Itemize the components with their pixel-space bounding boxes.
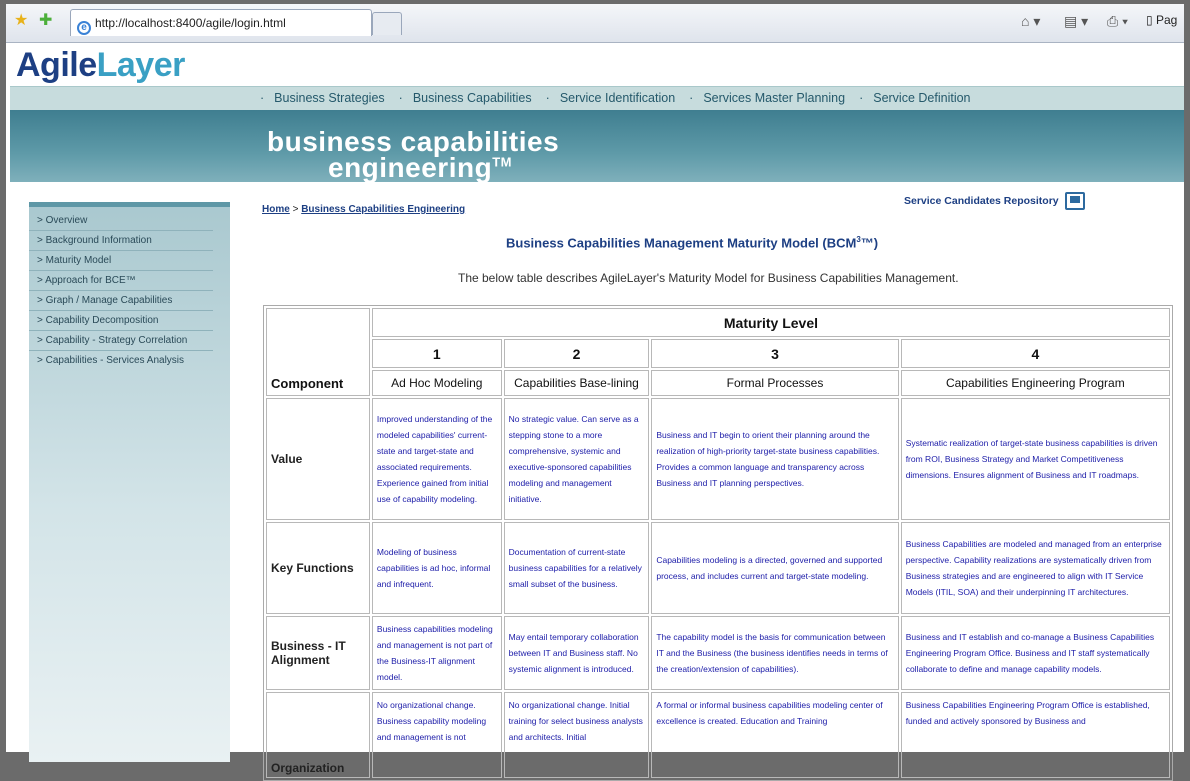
print-icon[interactable]: ⎙ ▾: [1107, 13, 1128, 29]
ie-icon: e: [77, 21, 91, 35]
sidebar-item-decomposition[interactable]: > Capability Decomposition: [29, 311, 213, 331]
table-cell: Business Capabilities are modeled and managed from an enterprise perspective. Capability realizations are systematically driven from Business strategies and are engineered to align with IT Service Models (ITIL, SOA) and their underpinning IT architectures.: [901, 522, 1170, 614]
row-label: Value: [266, 398, 370, 520]
table-cell: Capabilities modeling is a directed, governed and supported process, and includes current and target-state modeling.: [651, 522, 898, 614]
level-name: Formal Processes: [651, 370, 898, 396]
service-candidates-repository-link[interactable]: [904, 192, 1085, 210]
table-cell: Business capabilities modeling and management is not part of the Business-IT alignment model.: [372, 616, 502, 690]
table-cell: Improved understanding of the modeled capabilities' current-state and target-state and associated requirements. Experience gained from initial use of capability modeling.: [372, 398, 502, 520]
breadcrumb-separator: >: [289, 204, 302, 215]
page-banner: [10, 110, 1184, 182]
level-name: Ad Hoc Modeling: [372, 370, 502, 396]
feeds-icon[interactable]: ▤ ▾: [1064, 13, 1089, 29]
logo-part2: Layer: [96, 46, 185, 84]
breadcrumb: [262, 204, 465, 215]
nav-service-identification[interactable]: · Service Identification: [546, 87, 690, 110]
table-row: [266, 692, 1170, 778]
level-number: 2: [504, 339, 650, 368]
level-number-row: [266, 339, 1170, 368]
table-cell: The capability model is the basis for communication between IT and the Business (the business identifies needs in terms of the creation/extension of capabilities).: [651, 616, 898, 690]
level-name: Capabilities Engineering Program: [901, 370, 1170, 396]
maturity-model-table: [263, 305, 1173, 781]
page-title-sup: 3: [856, 235, 861, 244]
table-cell: Modeling of business capabilities is ad hoc, informal and infrequent.: [372, 522, 502, 614]
browser-toolbar: [6, 4, 1184, 43]
add-favorites-icon[interactable]: ✚: [39, 12, 53, 29]
address-text: http://localhost:8400/agile/login.html: [95, 16, 286, 30]
table-row: [266, 616, 1170, 690]
page-description: The below table describes AgileLayer's Maturity Model for Business Capabilities Management.: [458, 271, 959, 285]
browser-window: [6, 4, 1184, 775]
row-label: Business - IT Alignment: [266, 616, 370, 690]
breadcrumb-current-link[interactable]: Business Capabilities Engineering: [301, 204, 466, 215]
sidebar: [29, 202, 230, 762]
table-cell: Business and IT begin to orient their planning around the realization of high-priority target-state business capabilities. Provides a common language and transparency across Business and IT planning perspectives.: [651, 398, 898, 520]
favorites-star-icon[interactable]: ★: [14, 12, 29, 29]
table-cell: A formal or informal business capabilities modeling center of excellence is created. Education and Training: [651, 692, 898, 778]
level-number: 3: [651, 339, 898, 368]
sidebar-item-maturity-model[interactable]: > Maturity Model: [29, 251, 213, 271]
row-label: Key Functions: [266, 522, 370, 614]
page-title-tail: ™): [860, 235, 879, 251]
banner-line2: [328, 152, 512, 184]
banner-line2-text: engineering: [328, 152, 493, 183]
nav-service-definition[interactable]: · Service Definition: [859, 87, 984, 110]
logo-part1: Agile: [16, 46, 97, 84]
sidebar-item-overview[interactable]: > Overview: [29, 211, 213, 231]
row-label: Organization: [266, 692, 370, 778]
maturity-level-header: Maturity Level: [372, 308, 1170, 337]
sidebar-item-strategy-correlation[interactable]: > Capability - Strategy Correlation: [29, 331, 213, 351]
page-menu[interactable]: [1146, 13, 1177, 27]
table-cell: Systematic realization of target-state business capabilities is driven from ROI, Business Strategy and Market Competitiveness dimensions. Ensures alignment of Business and IT roadmaps.: [901, 398, 1170, 520]
page-title-text: Business Capabilities Management Maturity Model (BCM: [506, 235, 857, 251]
monitor-icon[interactable]: [1065, 192, 1085, 210]
table-cell: Documentation of current-state business capabilities for a relatively small subset of the business.: [504, 522, 650, 614]
page-menu-label: Pag: [1155, 13, 1178, 27]
banner-line1: business capabilities: [267, 126, 560, 157]
sidebar-item-graph-manage[interactable]: > Graph / Manage Capabilities: [29, 291, 213, 311]
top-navigation: [10, 86, 1184, 110]
table-cell: No strategic value. Can serve as a stepping stone to a more comprehensive, systemic and executive-sponsored capabilities modeling and management initiative.: [504, 398, 650, 520]
breadcrumb-home-link[interactable]: Home: [262, 204, 290, 215]
repo-link-text: Service Candidates Repository: [904, 195, 1059, 207]
banner-tm: TM: [492, 154, 512, 170]
level-number: 1: [372, 339, 502, 368]
browser-tab[interactable]: [70, 9, 372, 36]
agilelayer-logo[interactable]: [16, 46, 185, 85]
table-cell: Business Capabilities Engineering Program Office is established, funded and actively sponsored by Business and: [901, 692, 1170, 778]
nav-business-capabilities[interactable]: · Business Capabilities: [399, 87, 546, 110]
nav-services-master-planning[interactable]: · Services Master Planning: [689, 87, 859, 110]
sidebar-item-services-analysis[interactable]: > Capabilities - Services Analysis: [37, 355, 185, 366]
table-row: [266, 522, 1170, 614]
table-cell: Business and IT establish and co-manage a Business Capabilities Engineering Program Office. Business and IT staff systematically collaborate to define and manage capability models.: [901, 616, 1170, 690]
level-name-row: [266, 370, 1170, 396]
table-cell: No organizational change. Initial training for select business analysts and architects. Initial: [504, 692, 650, 778]
home-icon[interactable]: ⌂ ▾: [1021, 13, 1041, 29]
page-icon: ▯: [1146, 13, 1153, 27]
sidebar-top-bar: [29, 202, 230, 207]
nav-business-strategies[interactable]: · Business Strategies: [260, 87, 399, 110]
table-header-row: [266, 308, 1170, 337]
page-title: [506, 235, 878, 250]
table-cell: No organizational change. Business capability modeling and management is not: [372, 692, 502, 778]
sidebar-item-background[interactable]: > Background Information: [29, 231, 213, 251]
component-header: Component: [266, 308, 370, 396]
level-name: Capabilities Base-lining: [504, 370, 650, 396]
level-number: 4: [901, 339, 1170, 368]
new-tab-button[interactable]: [372, 12, 402, 35]
table-row: [266, 398, 1170, 520]
sidebar-item-approach[interactable]: > Approach for BCE™: [29, 271, 213, 291]
table-cell: May entail temporary collaboration between IT and Business staff. No systemic alignment is introduced.: [504, 616, 650, 690]
